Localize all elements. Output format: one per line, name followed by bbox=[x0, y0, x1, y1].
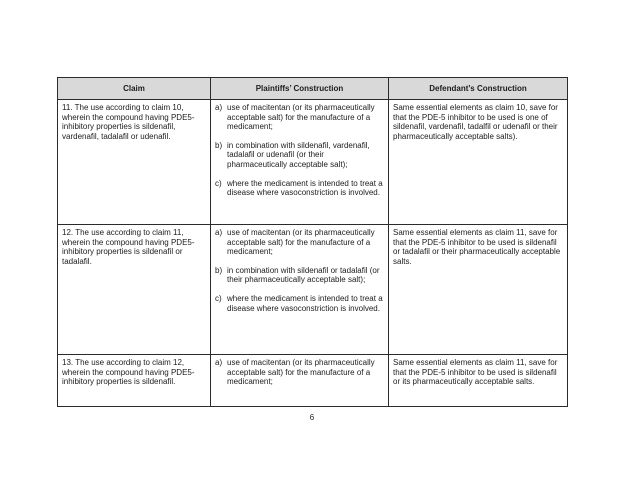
item-text: in combination with sildenafil or tadalafil (or their pharmaceutically acceptable salt); bbox=[227, 265, 380, 285]
claim-cell: 12. The use according to claim 11, wherein the compound having PDE5-inhibitory properties is sildenafil or tadalafil. bbox=[58, 225, 211, 355]
item-text: use of macitentan (or its pharmaceutically acceptable salt) for the manufacture of a medicament; bbox=[227, 228, 375, 257]
plaintiffs-construction-cell bbox=[211, 355, 389, 407]
claim-construction-table bbox=[57, 77, 568, 407]
column-header-plaintiffs-construction: Plaintiffs’ Construction bbox=[211, 78, 389, 100]
construction-item bbox=[215, 141, 384, 170]
page-number: 6 bbox=[309, 413, 315, 422]
table-row bbox=[58, 225, 568, 355]
item-label: c) bbox=[215, 293, 222, 303]
item-text: use of macitentan (or its pharmaceutically acceptable salt) for the manufacture of a medicament; bbox=[227, 103, 375, 132]
construction-item bbox=[215, 294, 384, 313]
column-header-defendants-construction: Defendant’s Construction bbox=[389, 78, 568, 100]
construction-item bbox=[215, 358, 384, 387]
item-label: b) bbox=[215, 265, 223, 275]
plaintiffs-construction-cell bbox=[211, 225, 389, 355]
item-text: where the medicament is intended to treat a disease where vasoconstriction is involved. bbox=[227, 178, 383, 198]
claim-cell: 13. The use according to claim 12, wherein the compound having PDE5-inhibitory properties is sildenafil. bbox=[58, 355, 211, 407]
construction-item bbox=[215, 103, 384, 132]
item-label: b) bbox=[215, 140, 223, 150]
table-row bbox=[58, 100, 568, 225]
plaintiffs-construction-cell bbox=[211, 100, 389, 225]
item-label: a) bbox=[215, 228, 223, 237]
item-text: in combination with sildenafil, vardenafil, tadalafil or udenafil (or their pharmaceutically acceptable salt); bbox=[227, 140, 370, 169]
construction-item bbox=[215, 179, 384, 198]
item-label: c) bbox=[215, 178, 222, 188]
table-row bbox=[58, 355, 568, 407]
item-label: a) bbox=[215, 103, 223, 112]
item-text: use of macitentan (or its pharmaceutically acceptable salt) for the manufacture of a medicament; bbox=[227, 358, 375, 387]
defendants-construction-cell: Same essential elements as claim 11, save for that the PDE-5 inhibitor to be used is sildenafil or tadalafil or their pharmaceutically acceptable salts. bbox=[389, 225, 568, 355]
construction-item bbox=[215, 228, 384, 257]
item-text: where the medicament is intended to treat a disease where vasoconstriction is involved. bbox=[227, 293, 383, 313]
construction-item bbox=[215, 266, 384, 285]
column-header-claim: Claim bbox=[58, 78, 211, 100]
table-header-row bbox=[58, 78, 568, 100]
defendants-construction-cell: Same essential elements as claim 11, save for that the PDE-5 inhibitor to be used is sildenafil or its pharmaceutically acceptable salts. bbox=[389, 355, 568, 407]
claim-cell: 11. The use according to claim 10, wherein the compound having PDE5-inhibitory properties is sildenafil, vardenafil, tadalafil or udenafil. bbox=[58, 100, 211, 225]
defendants-construction-cell: Same essential elements as claim 10, save for that the PDE-5 inhibitor to be used is one of sildenafil, vardenafil, tadalfil or udenafil or their pharmaceutically acceptable salts). bbox=[389, 100, 568, 225]
item-label: a) bbox=[215, 358, 223, 367]
